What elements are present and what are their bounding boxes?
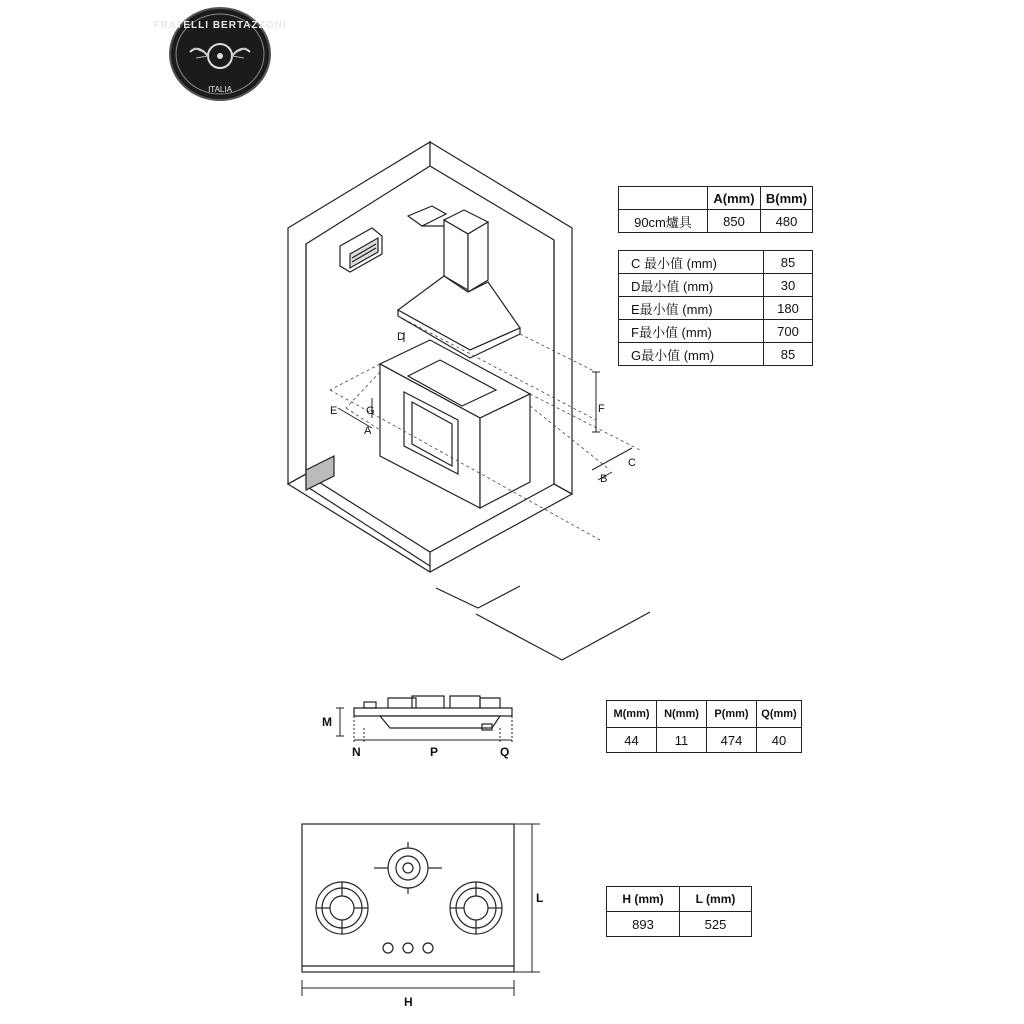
install-header-b: B(mm) — [761, 187, 813, 210]
label-p: P — [430, 745, 439, 759]
label-c: C — [628, 457, 636, 469]
label-m: M — [322, 715, 332, 729]
min-row-label: D最小值 (mm) — [619, 274, 764, 297]
label-a: A — [364, 425, 372, 437]
hob-side-profile-diagram — [320, 686, 530, 766]
label-l: L — [536, 891, 544, 905]
min-row-value: 85 — [764, 343, 813, 366]
side-value: 474 — [707, 728, 757, 753]
install-row-label: 90cm爐具 — [619, 210, 708, 233]
min-row-label: F最小值 (mm) — [619, 320, 764, 343]
logo-country-text: ITALIA — [208, 85, 232, 94]
label-d: D — [397, 331, 405, 343]
label-n: N — [352, 745, 361, 759]
install-header-empty — [619, 187, 708, 210]
logo-brand-text: FRATELLI BERTAZZONI — [153, 20, 287, 31]
min-row-label: C 最小值 (mm) — [619, 251, 764, 274]
min-row-label: E最小值 (mm) — [619, 297, 764, 320]
min-row-value: 700 — [764, 320, 813, 343]
label-g: G — [366, 405, 375, 417]
side-header: P(mm) — [707, 701, 757, 728]
top-header: H (mm) — [607, 887, 680, 912]
min-clearance-table — [618, 250, 813, 366]
install-header-a: A(mm) — [708, 187, 761, 210]
top-dimension-table — [606, 886, 752, 937]
top-value: 525 — [680, 912, 752, 937]
label-q: Q — [500, 745, 510, 759]
label-e: E — [330, 405, 338, 417]
side-value: 40 — [757, 728, 802, 753]
range-hood — [398, 206, 520, 358]
side-header: Q(mm) — [757, 701, 802, 728]
cabinet — [380, 340, 530, 508]
side-value: 11 — [657, 728, 707, 753]
label-f: F — [598, 403, 605, 415]
min-row-value: 180 — [764, 297, 813, 320]
min-row-value: 30 — [764, 274, 813, 297]
side-header: N(mm) — [657, 701, 707, 728]
side-dimension-table — [606, 700, 802, 753]
wall-vent — [340, 228, 382, 272]
label-b: B — [600, 473, 608, 485]
side-header: M(mm) — [607, 701, 657, 728]
install-value-a: 850 — [708, 210, 761, 233]
hob-top-view-diagram — [290, 816, 560, 1012]
min-row-label: G最小值 (mm) — [619, 343, 764, 366]
label-h: H — [404, 995, 413, 1009]
min-row-value: 85 — [764, 251, 813, 274]
floor-vent — [306, 456, 334, 490]
install-value-b: 480 — [761, 210, 813, 233]
side-value: 44 — [607, 728, 657, 753]
top-value: 893 — [607, 912, 680, 937]
install-dimension-table — [618, 186, 813, 233]
top-header: L (mm) — [680, 887, 752, 912]
